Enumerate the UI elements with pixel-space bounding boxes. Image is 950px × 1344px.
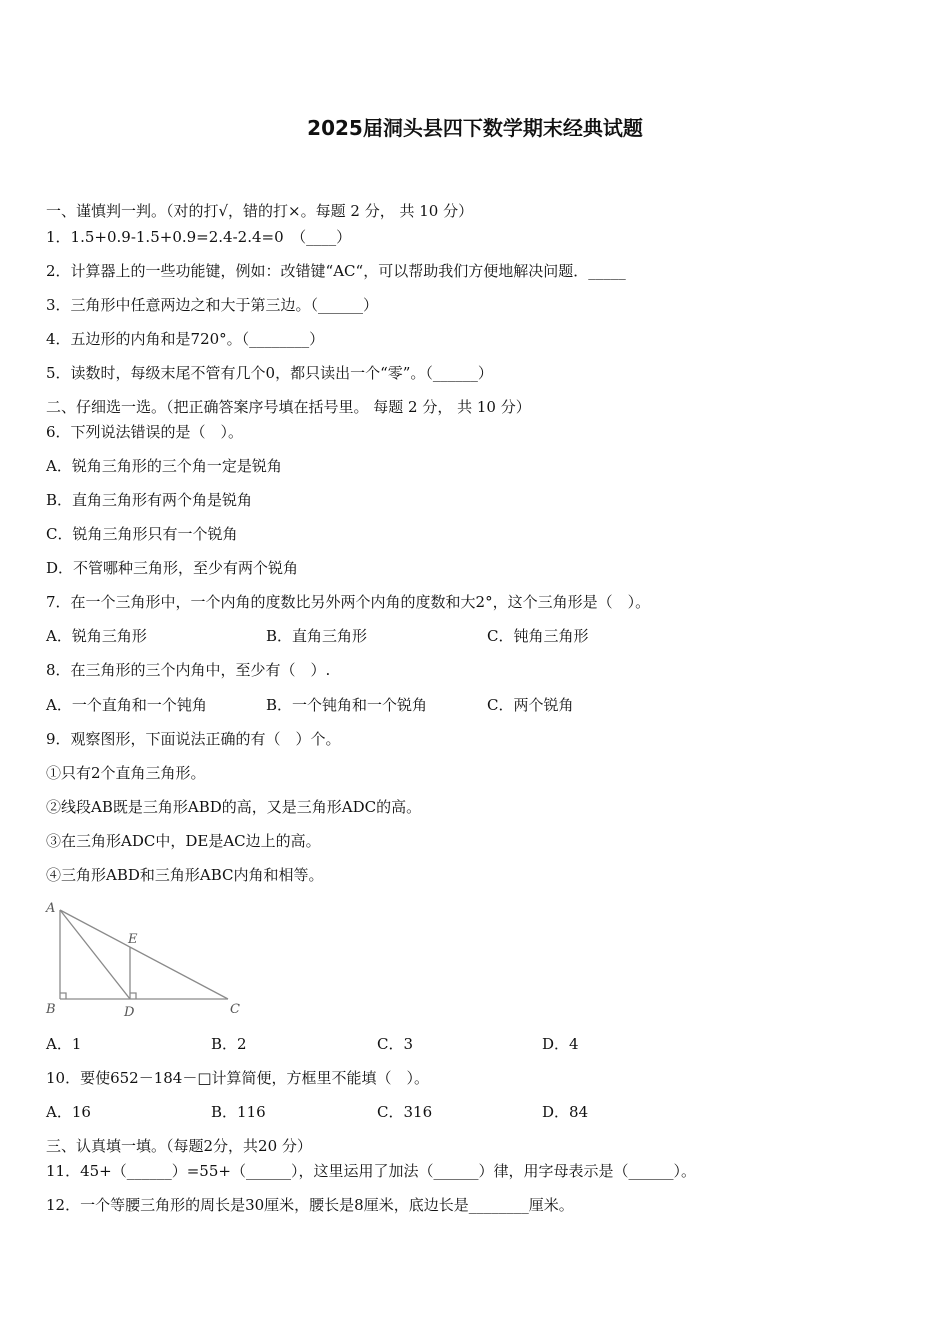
question-2: 2．计算器上的一些功能键，例如：改错键“AC“，可以帮助我们方便地解决问题．_____ xyxy=(46,262,626,280)
question-9-option-a: A．1 xyxy=(46,1035,82,1053)
question-9-statement-1: ①只有2个直角三角形。 xyxy=(46,764,206,782)
question-6-option-d: D．不管哪种三角形，至少有两个锐角 xyxy=(46,559,299,577)
question-10-option-d: D．84 xyxy=(542,1103,589,1121)
question-10-option-c: C．316 xyxy=(377,1103,433,1121)
section-1-heading: 一、谨慎判一判。（对的打√，错的打×。每题 2 分， 共 10 分） xyxy=(46,202,474,220)
question-9-statement-3: ③在三角形ADC中，DE是AC边上的高。 xyxy=(46,832,321,850)
question-7-option-a: A．锐角三角形 xyxy=(46,627,147,645)
question-6-option-a: A．锐角三角形的三个角一定是锐角 xyxy=(46,457,282,475)
label-c: C xyxy=(230,1002,240,1017)
question-5: 5．读数时，每级末尾不管有几个0，都只读出一个“零”。（______） xyxy=(46,364,493,382)
question-8-option-c: C．两个锐角 xyxy=(487,696,574,714)
question-10: 10．要使652－184－□计算简便，方框里不能填（ ）。 xyxy=(46,1069,430,1087)
label-b: B xyxy=(46,1002,56,1017)
question-7-option-c: C．钝角三角形 xyxy=(487,627,589,645)
question-8: 8．在三角形的三个内角中，至少有（ ）. xyxy=(46,661,331,679)
question-3: 3．三角形中任意两边之和大于第三边。（______） xyxy=(46,296,379,314)
question-9-option-d: D．4 xyxy=(542,1035,579,1053)
question-9: 9．观察图形，下面说法正确的有（ ）个。 xyxy=(46,730,341,748)
question-9-statement-2: ②线段AB既是三角形ABD的高，又是三角形ADC的高。 xyxy=(46,798,422,816)
question-6-option-b: B．直角三角形有两个角是锐角 xyxy=(46,491,253,509)
question-4: 4．五边形的内角和是720°。（________） xyxy=(46,330,325,348)
question-9-option-b: B．2 xyxy=(211,1035,247,1053)
question-11: 11．45+（______）=55+（______），这里运用了加法（______）律，用字母表示是（______）。 xyxy=(46,1162,696,1180)
label-e: E xyxy=(128,932,138,947)
question-10-option-a: A．16 xyxy=(46,1103,91,1121)
question-8-option-a: A．一个直角和一个钝角 xyxy=(46,696,207,714)
label-d: D xyxy=(124,1005,135,1020)
question-10-option-b: B．116 xyxy=(211,1103,266,1121)
label-a: A xyxy=(46,901,56,916)
question-6-option-c: C．锐角三角形只有一个锐角 xyxy=(46,525,238,543)
right-angle-mark-d xyxy=(130,993,136,999)
segment-ac xyxy=(60,910,228,999)
question-12: 12．一个等腰三角形的周长是30厘米，腰长是8厘米，底边长是________厘米。 xyxy=(46,1196,574,1214)
triangle-figure xyxy=(44,898,244,1020)
page-title: 2025届洞头县四下数学期末经典试题 xyxy=(307,116,643,140)
question-7-option-b: B．直角三角形 xyxy=(266,627,368,645)
question-1: 1．1.5+0.9-1.5+0.9=2.4-2.4=0 （____） xyxy=(46,228,352,246)
triangle-lines xyxy=(60,910,228,999)
section-3-heading: 三、认真填一填。（每题2分，共20 分） xyxy=(46,1137,312,1155)
section-2-heading: 二、仔细选一选。（把正确答案序号填在括号里。 每题 2 分， 共 10 分） xyxy=(46,398,531,416)
segment-ad xyxy=(60,910,130,999)
question-9-option-c: C．3 xyxy=(377,1035,414,1053)
right-angle-mark-b xyxy=(60,993,66,999)
question-6: 6．下列说法错误的是（ ）。 xyxy=(46,423,244,441)
question-8-option-b: B．一个钝角和一个锐角 xyxy=(266,696,428,714)
question-9-statement-4: ④三角形ABD和三角形ABC内角和相等。 xyxy=(46,866,324,884)
question-7: 7．在一个三角形中，一个内角的度数比另外两个内角的度数和大2°，这个三角形是（ ）。 xyxy=(46,593,651,611)
